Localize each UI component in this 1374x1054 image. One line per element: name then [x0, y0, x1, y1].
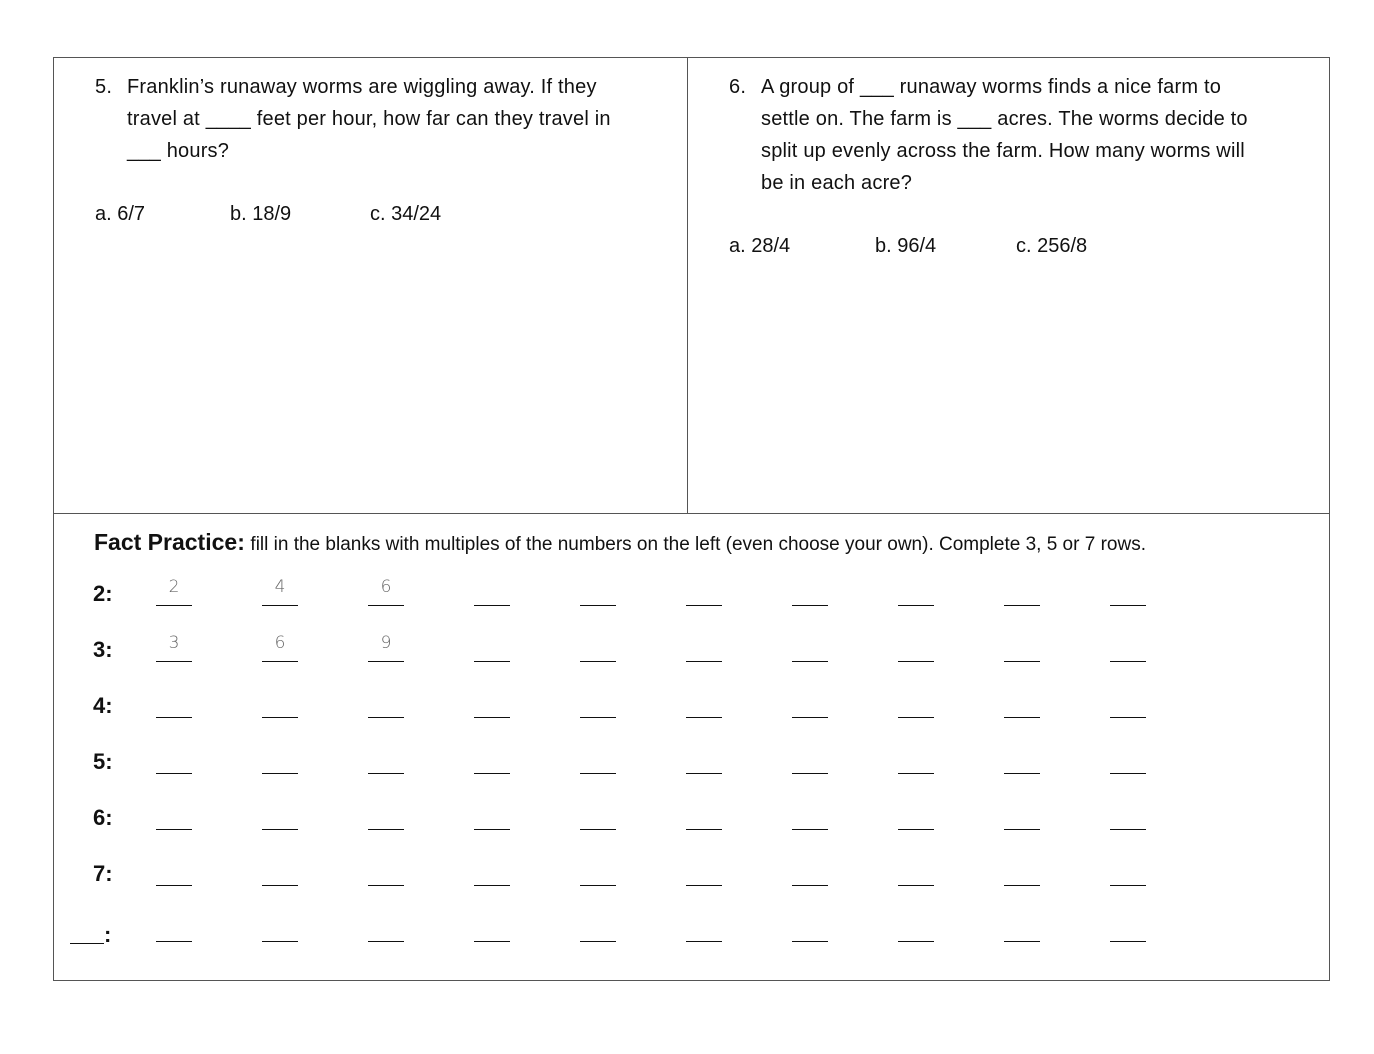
answer-blank[interactable]: [686, 773, 722, 774]
question-5-choices: [95, 198, 595, 230]
question-6: [729, 71, 1324, 201]
answer-blank[interactable]: [156, 941, 192, 942]
answer-blank[interactable]: [686, 661, 722, 662]
question-6-line: be in each acre?: [761, 172, 913, 194]
answer-blank[interactable]: [156, 605, 192, 606]
answer-blank[interactable]: [898, 605, 934, 606]
custom-number-blank[interactable]: [70, 943, 104, 944]
answer-blank[interactable]: [1004, 661, 1040, 662]
handwritten-answer: 6: [274, 633, 286, 653]
answer-blank[interactable]: [1004, 829, 1040, 830]
answer-blank[interactable]: [1004, 885, 1040, 886]
answer-blank[interactable]: [580, 661, 616, 662]
answer-blank[interactable]: [898, 885, 934, 886]
answer-blank[interactable]: [686, 829, 722, 830]
answer-blank[interactable]: [474, 605, 510, 606]
answer-blank[interactable]: [792, 605, 828, 606]
question-5-text: [127, 71, 611, 167]
answer-blank[interactable]: [1004, 773, 1040, 774]
answer-choice-b[interactable]: b. 96/4: [875, 235, 937, 257]
answer-choice-a[interactable]: a. 28/4: [729, 235, 791, 257]
answer-blank[interactable]: [156, 885, 192, 886]
handwritten-answer: 3: [168, 633, 180, 653]
answer-blank[interactable]: [156, 773, 192, 774]
answer-blank[interactable]: [686, 605, 722, 606]
handwritten-answer: 4: [274, 577, 286, 597]
answer-blank[interactable]: [1004, 717, 1040, 718]
handwritten-answer: 2: [168, 577, 180, 597]
answer-choice-c[interactable]: c. 34/24: [370, 203, 442, 225]
answer-blank[interactable]: [262, 773, 298, 774]
answer-blank[interactable]: [580, 773, 616, 774]
answer-blank[interactable]: [474, 773, 510, 774]
answer-blank[interactable]: [580, 885, 616, 886]
answer-blank[interactable]: [156, 717, 192, 718]
handwritten-answer: 6: [380, 577, 392, 597]
question-6-line: A group of ___ runaway worms finds a nice farm to: [761, 76, 1222, 98]
answer-blank[interactable]: [1110, 941, 1146, 942]
answer-choice-c[interactable]: c. 256/8: [1016, 235, 1088, 257]
answer-blank[interactable]: [368, 773, 404, 774]
row-label: 4:: [93, 693, 113, 718]
question-5-line: Franklin’s runaway worms are wiggling away. If they: [127, 76, 597, 98]
answer-blank[interactable]: [368, 717, 404, 718]
answer-blank[interactable]: [1110, 605, 1146, 606]
row-label: 5:: [93, 749, 113, 774]
answer-blank[interactable]: [474, 717, 510, 718]
answer-blank[interactable]: [474, 829, 510, 830]
answer-blank[interactable]: [686, 717, 722, 718]
question-5-number: 5.: [95, 76, 113, 98]
handwritten-answer: 9: [380, 633, 392, 653]
answer-blank[interactable]: [580, 605, 616, 606]
answer-blank[interactable]: [580, 941, 616, 942]
answer-blank[interactable]: [792, 773, 828, 774]
custom-row-label: :: [104, 922, 112, 947]
row-label: 7:: [93, 861, 113, 886]
question-6-choices: [729, 230, 1229, 262]
answer-blank[interactable]: [898, 773, 934, 774]
answer-choice-b[interactable]: b. 18/9: [230, 203, 292, 225]
answer-blank[interactable]: [368, 829, 404, 830]
answer-blank[interactable]: [368, 661, 404, 662]
answer-blank[interactable]: [474, 885, 510, 886]
question-6-line: split up evenly across the farm. How many worms will: [761, 140, 1245, 162]
answer-blank[interactable]: [262, 829, 298, 830]
question-6-number: 6.: [729, 76, 747, 98]
question-5: [95, 71, 685, 171]
answer-blank[interactable]: [1004, 941, 1040, 942]
column-divider: [687, 57, 688, 514]
answer-blank[interactable]: [792, 717, 828, 718]
answer-blank[interactable]: [474, 661, 510, 662]
row-label: 3:: [93, 637, 113, 662]
fact-practice-heading: [94, 526, 1146, 561]
answer-blank[interactable]: [792, 885, 828, 886]
answer-blank[interactable]: [898, 661, 934, 662]
fact-practice-title: Fact Practice:: [94, 529, 245, 555]
answer-choice-a[interactable]: a. 6/7: [95, 203, 146, 225]
answer-blank[interactable]: [1110, 829, 1146, 830]
answer-blank[interactable]: [792, 941, 828, 942]
question-5-line: travel at ____ feet per hour, how far can they travel in: [127, 108, 611, 130]
answer-blank[interactable]: [1004, 605, 1040, 606]
answer-blank[interactable]: [1110, 773, 1146, 774]
answer-blank[interactable]: [262, 941, 298, 942]
fact-practice-instructions: fill in the blanks with multiples of the numbers on the left (even choose your own). Complete 3, 5 or 7 rows.: [250, 534, 1146, 555]
answer-blank[interactable]: [156, 661, 192, 662]
question-6-line: settle on. The farm is ___ acres. The worms decide to: [761, 108, 1248, 130]
answer-blank[interactable]: [262, 661, 298, 662]
question-6-text: [761, 71, 1248, 199]
answer-blank[interactable]: [580, 829, 616, 830]
answer-blank[interactable]: [792, 829, 828, 830]
answer-blank[interactable]: [898, 941, 934, 942]
answer-blank[interactable]: [262, 717, 298, 718]
answer-blank[interactable]: [262, 605, 298, 606]
answer-blank[interactable]: [898, 717, 934, 718]
answer-blank[interactable]: [792, 661, 828, 662]
row-label: 6:: [93, 805, 113, 830]
section-divider: [53, 513, 1330, 514]
answer-blank[interactable]: [156, 829, 192, 830]
row-label: 2:: [93, 581, 113, 606]
answer-blank[interactable]: [262, 885, 298, 886]
question-5-line: ___ hours?: [127, 140, 230, 162]
answer-blank[interactable]: [368, 605, 404, 606]
answer-blank[interactable]: [1110, 885, 1146, 886]
answer-blank[interactable]: [686, 885, 722, 886]
answer-blank[interactable]: [368, 885, 404, 886]
answer-blank[interactable]: [1110, 661, 1146, 662]
answer-blank[interactable]: [686, 941, 722, 942]
answer-blank[interactable]: [1110, 717, 1146, 718]
answer-blank[interactable]: [368, 941, 404, 942]
answer-blank[interactable]: [474, 941, 510, 942]
answer-blank[interactable]: [580, 717, 616, 718]
answer-blank[interactable]: [898, 829, 934, 830]
